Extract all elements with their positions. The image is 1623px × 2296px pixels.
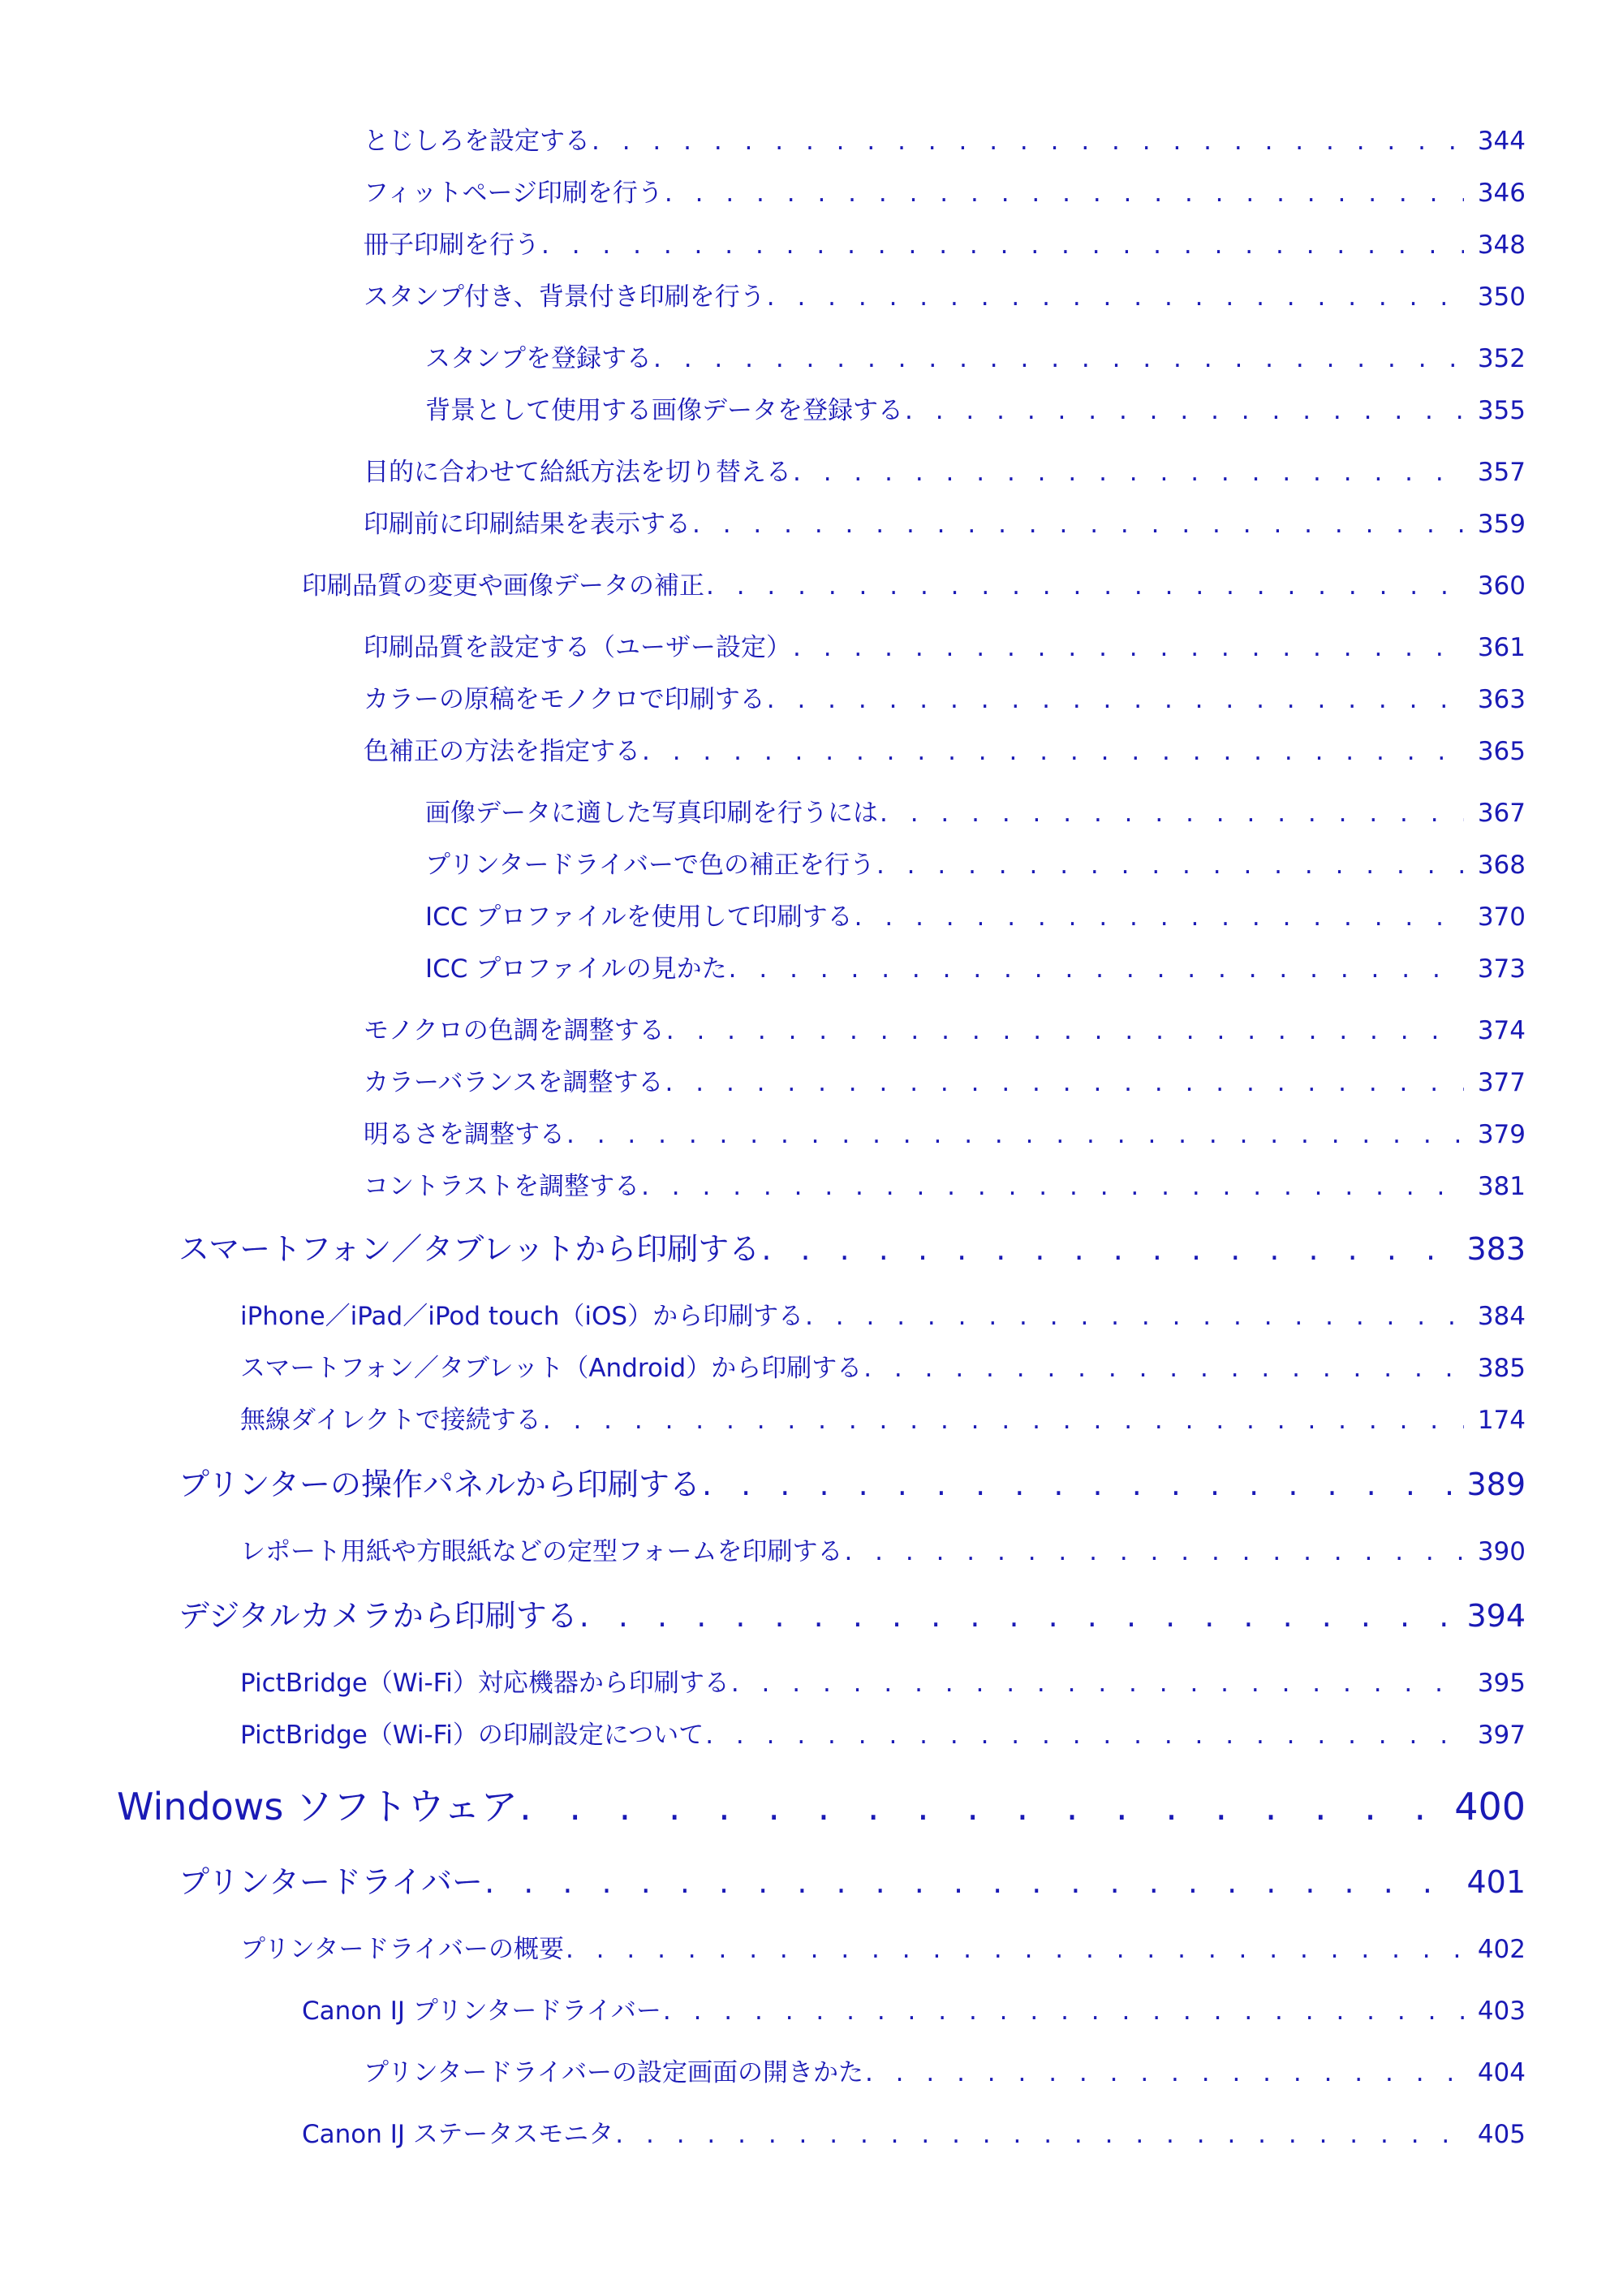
toc-entry-title: 画像データに適した写真印刷を行うには [425, 799, 878, 828]
toc-entry-title: とじしろを設定する [364, 127, 590, 156]
toc-entry[interactable] [364, 627, 1526, 663]
toc-entry-page: 370 [1477, 902, 1526, 932]
toc-entry-title: Windows ソフトウェア [117, 1785, 519, 1829]
toc-entry-title: カラーの原稿をモノクロで印刷する [364, 685, 765, 714]
toc-entry-page: 355 [1477, 396, 1526, 425]
toc-entry-page: 401 [1466, 1864, 1526, 1900]
toc-entry-page: 360 [1477, 571, 1526, 601]
dot-leader [729, 954, 1464, 984]
dot-leader [793, 633, 1464, 662]
toc-entry[interactable] [425, 844, 1526, 881]
dot-leader [566, 1935, 1464, 1964]
toc-entry-page: 383 [1466, 1231, 1526, 1267]
dot-leader [706, 571, 1464, 601]
dot-leader [665, 179, 1464, 208]
dot-leader [653, 344, 1464, 373]
toc-entry[interactable] [364, 2052, 1526, 2088]
toc-entry-title: 目的に合わせて給紙方法を切り替える [364, 458, 791, 487]
toc-entry-title: ICC プロファイルの見かた [425, 954, 727, 984]
toc-entry-title: フィットページ印刷を行う [364, 179, 663, 208]
toc-entry[interactable] [425, 792, 1526, 829]
toc-entry-page: 377 [1477, 1068, 1526, 1097]
dot-leader [855, 902, 1464, 932]
dot-leader [666, 1016, 1464, 1045]
toc-entry[interactable] [240, 1662, 1526, 1699]
toc-entry[interactable] [364, 1062, 1526, 1098]
dot-leader [767, 282, 1464, 312]
toc-entry-title: 印刷品質を設定する（ユーザー設定） [364, 633, 791, 662]
toc-entry-page: 348 [1477, 230, 1526, 260]
toc-entry-title: プリンタードライバーの概要 [240, 1935, 564, 1964]
dot-leader [805, 1302, 1464, 1331]
toc-entry-title: 印刷前に印刷結果を表示する [364, 510, 691, 539]
dot-leader [880, 799, 1464, 828]
dot-leader [731, 1669, 1464, 1698]
dot-leader [905, 396, 1464, 425]
dot-leader [543, 1406, 1464, 1435]
dot-leader [484, 1864, 1462, 1900]
toc-entry-page: 394 [1466, 1598, 1526, 1634]
toc-entry-title: スタンプ付き、背景付き印刷を行う [364, 282, 765, 312]
toc-entry[interactable] [364, 120, 1526, 157]
toc-entry-title: プリンタードライバー [179, 1864, 484, 1900]
toc-entry-page: 367 [1477, 799, 1526, 828]
toc-entry[interactable] [179, 1857, 1526, 1902]
toc-entry-page: 403 [1477, 1997, 1526, 2026]
dot-leader [566, 1120, 1464, 1149]
dot-leader [761, 1231, 1462, 1267]
dot-leader [663, 1997, 1464, 2026]
dot-leader [541, 230, 1464, 260]
toc-entry[interactable] [364, 730, 1526, 767]
toc-entry-page: 404 [1477, 2058, 1526, 2087]
toc-entry[interactable] [179, 1591, 1526, 1635]
toc-entry[interactable] [240, 1295, 1526, 1332]
dot-leader [665, 1068, 1464, 1097]
toc-entry-title: iPhone／iPad／iPod touch（iOS）から印刷する [240, 1302, 804, 1331]
toc-entry[interactable] [364, 1010, 1526, 1046]
dot-leader [865, 2058, 1464, 2087]
toc-entry-page: 400 [1454, 1785, 1526, 1829]
toc-entry-title: 冊子印刷を行う [364, 230, 540, 260]
toc-entry-title: 背景として使用する画像データを登録する [425, 396, 903, 425]
toc-entry-page: 368 [1477, 851, 1526, 880]
toc-entry-title: スタンプを登録する [425, 344, 652, 373]
toc-entry-page: 374 [1477, 1016, 1526, 1045]
toc-entry-page: 397 [1477, 1721, 1526, 1750]
toc-entry[interactable] [117, 1777, 1526, 1831]
toc-entry[interactable] [240, 1531, 1526, 1567]
dot-leader [767, 685, 1464, 714]
dot-leader [519, 1785, 1449, 1829]
dot-leader [692, 510, 1464, 539]
dot-leader [705, 1721, 1464, 1750]
dot-leader [641, 1172, 1464, 1201]
dot-leader [876, 851, 1464, 880]
toc-entry-page: 379 [1477, 1120, 1526, 1149]
toc-entry[interactable] [364, 172, 1526, 209]
toc-entry-title: プリンターの操作パネルから印刷する [179, 1467, 700, 1502]
toc-entry-title: PictBridge（Wi-Fi）対応機器から印刷する [240, 1669, 730, 1698]
toc-entry[interactable] [425, 948, 1526, 984]
toc-entry[interactable] [364, 678, 1526, 715]
toc-entry-page: 357 [1477, 458, 1526, 487]
toc-entry[interactable] [240, 1714, 1526, 1751]
toc-entry-title: 無線ダイレクトで接続する [240, 1406, 541, 1435]
toc-entry-page: 344 [1477, 127, 1526, 156]
toc-entry[interactable] [302, 2113, 1526, 2150]
dot-leader [579, 1598, 1462, 1634]
toc-entry-page: 373 [1477, 954, 1526, 984]
toc-entry-title: スマートフォン／タブレット（Android）から印刷する [240, 1354, 863, 1383]
toc-entry-page: 363 [1477, 685, 1526, 714]
toc-entry-page: 389 [1466, 1467, 1526, 1502]
toc-entry-page: 346 [1477, 179, 1526, 208]
toc-entry-page: 352 [1477, 344, 1526, 373]
toc-entry[interactable] [364, 1114, 1526, 1150]
toc-entry-title: ICC プロファイルを使用して印刷する [425, 902, 853, 932]
toc-entry-title: Canon IJ ステータスモニタ [302, 2120, 614, 2149]
dot-leader [844, 1537, 1464, 1566]
toc-entry[interactable] [364, 276, 1526, 312]
toc-entry[interactable] [364, 224, 1526, 261]
toc-entry-title: コントラストを調整する [364, 1172, 640, 1201]
toc-entry-title: 明るさを調整する [364, 1120, 565, 1149]
toc-entry-page: 365 [1477, 737, 1526, 766]
toc-entry-page: 390 [1477, 1537, 1526, 1566]
dot-leader [592, 127, 1464, 156]
toc-entry[interactable] [425, 390, 1526, 426]
toc-entry-title: スマートフォン／タブレットから印刷する [179, 1231, 760, 1267]
toc-entry[interactable] [364, 1165, 1526, 1202]
dot-leader [863, 1354, 1464, 1383]
toc-entry-title: プリンタードライバーの設定画面の開きかた [364, 2058, 863, 2087]
dot-leader [615, 2120, 1464, 2149]
toc-entry-title: 色補正の方法を指定する [364, 737, 640, 766]
toc-entry-page: 361 [1477, 633, 1526, 662]
toc-entry-page: 402 [1477, 1935, 1526, 1964]
toc-entry-title: Canon IJ プリンタードライバー [302, 1997, 661, 2026]
toc-entry[interactable] [240, 1399, 1526, 1436]
toc-entry-title: PictBridge（Wi-Fi）の印刷設定について [240, 1721, 704, 1750]
toc-entry[interactable] [179, 1224, 1526, 1269]
toc-entry[interactable] [364, 503, 1526, 540]
toc-entry[interactable] [240, 1928, 1526, 1965]
toc-entry-title: デジタルカメラから印刷する [179, 1598, 578, 1634]
dot-leader [793, 458, 1464, 487]
toc-entry-page: 381 [1477, 1172, 1526, 1201]
toc-entry-page: 174 [1477, 1406, 1526, 1435]
toc-entry-title: モノクロの色調を調整する [364, 1016, 665, 1045]
toc-entry-title: プリンタードライバーで色の補正を行う [425, 851, 875, 880]
dot-leader [642, 737, 1464, 766]
toc-entry-page: 384 [1477, 1302, 1526, 1331]
toc-entry-page: 395 [1477, 1669, 1526, 1698]
dot-leader [702, 1467, 1462, 1502]
toc-entry[interactable] [302, 1990, 1526, 2027]
toc-entry-title: レポート用紙や方眼紙などの定型フォームを印刷する [240, 1537, 843, 1566]
toc-entry[interactable] [425, 896, 1526, 933]
toc-entry-page: 385 [1477, 1354, 1526, 1383]
toc-entry-page: 359 [1477, 510, 1526, 539]
toc-entry-title: カラーバランスを調整する [364, 1068, 664, 1097]
toc-entry[interactable] [240, 1347, 1526, 1384]
toc-entry[interactable] [302, 565, 1526, 601]
toc-entry-title: 印刷品質の変更や画像データの補正 [302, 571, 704, 601]
toc-entry-page: 350 [1477, 282, 1526, 312]
toc-entry[interactable] [364, 451, 1526, 488]
toc-entry[interactable] [425, 338, 1526, 374]
toc-entry[interactable] [179, 1459, 1526, 1504]
toc-entry-page: 405 [1477, 2120, 1526, 2149]
